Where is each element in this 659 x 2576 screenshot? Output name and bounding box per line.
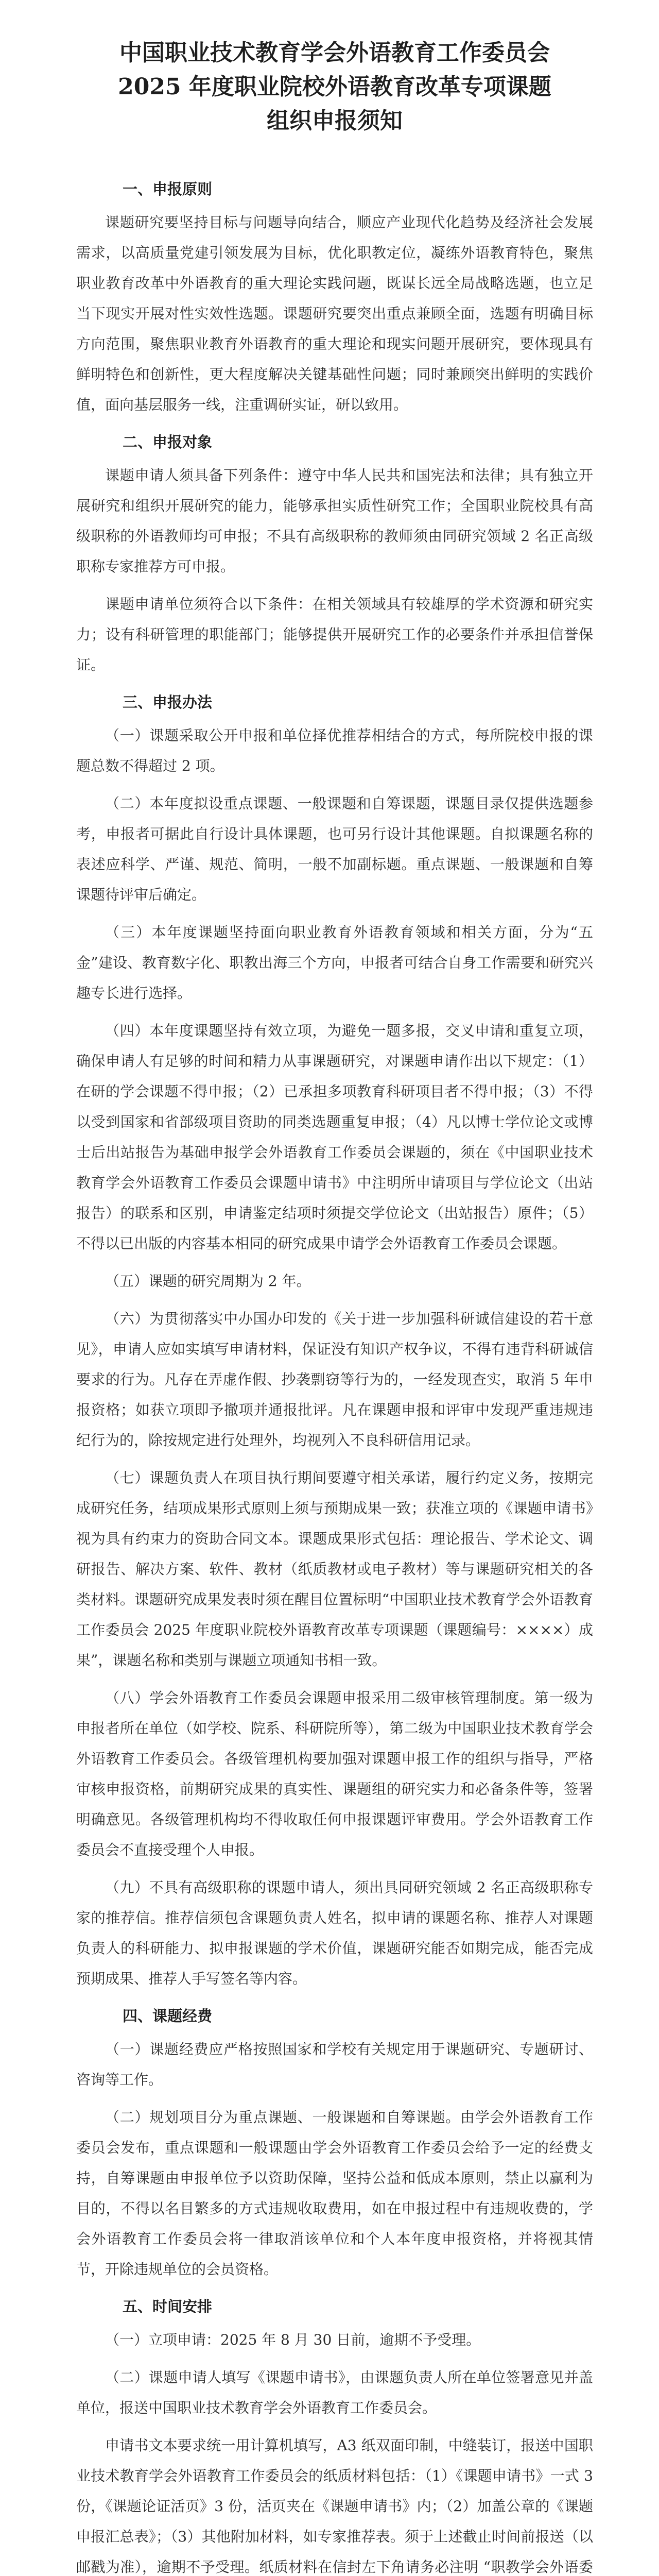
paragraph: （五）课题的研究周期为 2 年。 (105, 1273, 311, 1290)
section-eligibility (76, 427, 593, 680)
paragraph: （二）本年度拟设重点课题、一般课题和自筹课题，课题目录仅提供选题参考，申报者可据此自行设计具体课题，也可另行设计其他课题。自拟课题名称的表述应科学、严谨、规范、简明，一般不加副标题。重点课题、一般课题和自筹课题待评审后确定。 (76, 795, 593, 903)
section-funding (76, 2001, 593, 2284)
paragraph: （二）课题申请人填写《课题申请书》，由课题负责人所在单位签署意见并盖单位，报送中国职业技术教育学会外语教育工作委员会。 (76, 2369, 593, 2416)
paragraph: （四）本年度课题坚持有效立项，为避免一题多报，交叉申请和重复立项，确保申请人有足够的时间和精力从事课题研究，对课题申请作出以下规定：（1）在研的学会课题不得申报；（2）已承担多项教育科研项目者不得申报；（3）不得以受到国家和省部级项目资助的同类选题重复申报；（4）凡以博士学位论文或博士后出站报告为基础申报学会外语教育工作委员会课题的，须在《中国职业技术教育学会外语教育工作委员会课题申请书》中注明所申请项目与学位论文（出站报告）的联系和区别，申请鉴定结项时须提交学位论文（出站报告）原件；（5）不得以已出版的内容基本相同的研究成果申请学会外语教育工作委员会课题。 (76, 1022, 593, 1252)
section-principles (76, 174, 593, 420)
title-line: 组织申报须知 (267, 108, 403, 134)
paragraph: （九）不具有高级职称的课题申请人，须出具同研究领域 2 名正高级职称专家的推荐信。推荐信须包含课题负责人姓名，拟申请的课题名称、推荐人对课题负责人的科研能力、拟申报课题的学术价值，课题研究能否如期完成，能否完成预期成果、推荐人手写签名等内容。 (76, 1879, 593, 1987)
paragraph: （一）立项申请：2025 年 8 月 30 日前，逾期不予受理。 (105, 2331, 481, 2348)
paragraph: （六）为贯彻落实中办国办印发的《关于进一步加强科研诚信建设的若干意见》，申请人应如实填写申请材料，保证没有知识产权争议，不得有违背科研诚信要求的行为。凡存在弄虚作假、抄袭剽窃等行为的，一经发现查实，取消 5 年申报资格；如获立项即予撤项并通报批评。凡在课题申报和评审中发现严重违规违纪行为的，除按规定进行处理外，均视列入不良科研信用记录。 (76, 1310, 593, 1449)
section-heading: 二、申报对象 (123, 433, 213, 451)
paragraph: 课题申请单位须符合以下条件：在相关领域具有较雄厚的学术资源和研究实力；设有科研管理的职能部门；能够提供开展研究工作的必要条件并承担信誉保证。 (76, 596, 593, 673)
section-application-method (76, 687, 593, 1994)
section-heading: 五、时间安排 (123, 2298, 213, 2315)
paragraph: 课题研究要坚持目标与问题导向结合，顺应产业现代化趋势及经济社会发展需求，以高质量党建引领发展为目标，优化职教定位，凝练外语教育特色，聚焦职业教育改革中外语教育的重大理论实践问题，既谋长远全局战略选题，也立足当下现实开展对性实效性选题。课题研究要突出重点兼顾全面，选题有明确目标方向范围，聚焦职业教育外语教育的重大理论和现实问题开展研究，要体现具有鲜明特色和创新性，更大程度解决关键基础性问题；同时兼顾突出鲜明的实践价值，面向基层服务一线，注重调研实证，研以致用。 (76, 214, 593, 413)
paragraph: 课题申请人须具备下列条件：遵守中华人民共和国宪法和法律；具有独立开展研究和组织开展研究的能力，能够承担实质性研究工作；全国职业院校具有高级职称的外语教师均可申报；不具有高级职称的教师须由同研究领域 2 名正高级职称专家推荐方可申报。 (76, 467, 593, 575)
paragraph: （三）本年度课题坚持面向职业教育外语教育领域和相关方面，分为“五金”建设、教育数字化、职教出海三个方向，申报者可结合自身工作需要和研究兴趣专长进行选择。 (76, 924, 593, 1002)
section-heading: 三、申报办法 (123, 693, 213, 711)
paragraph: （八）学会外语教育工作委员会课题申报采用二级审核管理制度。第一级为申报者所在单位（如学校、院系、科研院所等），第二级为中国职业技术教育学会外语教育工作委员会。各级管理机构要加强对课题申报工作的组织与指导，严格审核申报资格，前期研究成果的真实性、课题组的研究实力和必备条件等，签署明确意见。各级管理机构均不得收取任何申报课题评审费用。学会外语教育工作委员会不直接受理个人申报。 (76, 1689, 593, 1858)
paragraph: （一）课题采取公开申报和单位择优推荐相结合的方式，每所院校申报的课题总数不得超过 2 项。 (76, 727, 593, 774)
paragraph: （二）规划项目分为重点课题、一般课题和自筹课题。由学会外语教育工作委员会发布，重点课题和一般课题由学会外语教育工作委员会给予一定的经费支持，自筹课题由申报单位予以资助保障，坚持公益和低成本原则，禁止以赢利为目的，不得以名目繁多的方式违规收取费用，如在申报过程中有违规收费的，学会外语教育工作委员会将一律取消该单位和个人本年度申报资格，并将视其情节，开除违规单位的会员资格。 (76, 2109, 593, 2278)
section-heading: 一、申报原则 (123, 180, 213, 198)
section-heading: 四、课题经费 (123, 2007, 213, 2025)
paragraph: （七）课题负责人在项目执行期间要遵守相关承诺，履行约定义务，按期完成研究任务，结项成果形式原则上须与预期成果一致；获准立项的《课题申请书》视为具有约束力的资助合同文本。课题成果形式包括：理论报告、学术论文、调研报告、解决方案、软件、教材（纸质教材或电子教材）等与课题研究相关的各类材料。课题研究成果发表时须在醒目位置标明“中国职业技术教育学会外语教育工作委员会 2025 年度职业院校外语教育改革专项课题（课题编号：××××）成果”，课题名称和类别与课题立项通知书相一致。 (76, 1469, 593, 1669)
title-line: 中国职业技术教育学会外语教育工作委员会 (119, 40, 550, 66)
title-line: 2025 年度职业院校外语教育改革专项课题 (118, 74, 551, 100)
paragraph: 申请书文本要求统一用计算机填写，A3 纸双面印制，中缝装订，报送中国职业技术教育学会外语教育工作委员会的纸质材料包括：（1）《课题申请书》一式 3 份，《课题论证活页》3 份，活页夹在《课题申请书》内；（2）加盖公章的《课题申报汇总表》；（3）其他附加材料，如专家推荐表。须于上述截止时间前报送（以邮戳为准），逾期不予受理。纸质材料在信封左下角请务必注明 “职教学会外语委 (76, 2437, 593, 2575)
section-schedule (76, 2292, 593, 2576)
document-title (76, 36, 593, 138)
paragraph: （一）课题经费应严格按照国家和学校有关规定用于课题研究、专题研讨、咨询等工作。 (76, 2041, 593, 2088)
